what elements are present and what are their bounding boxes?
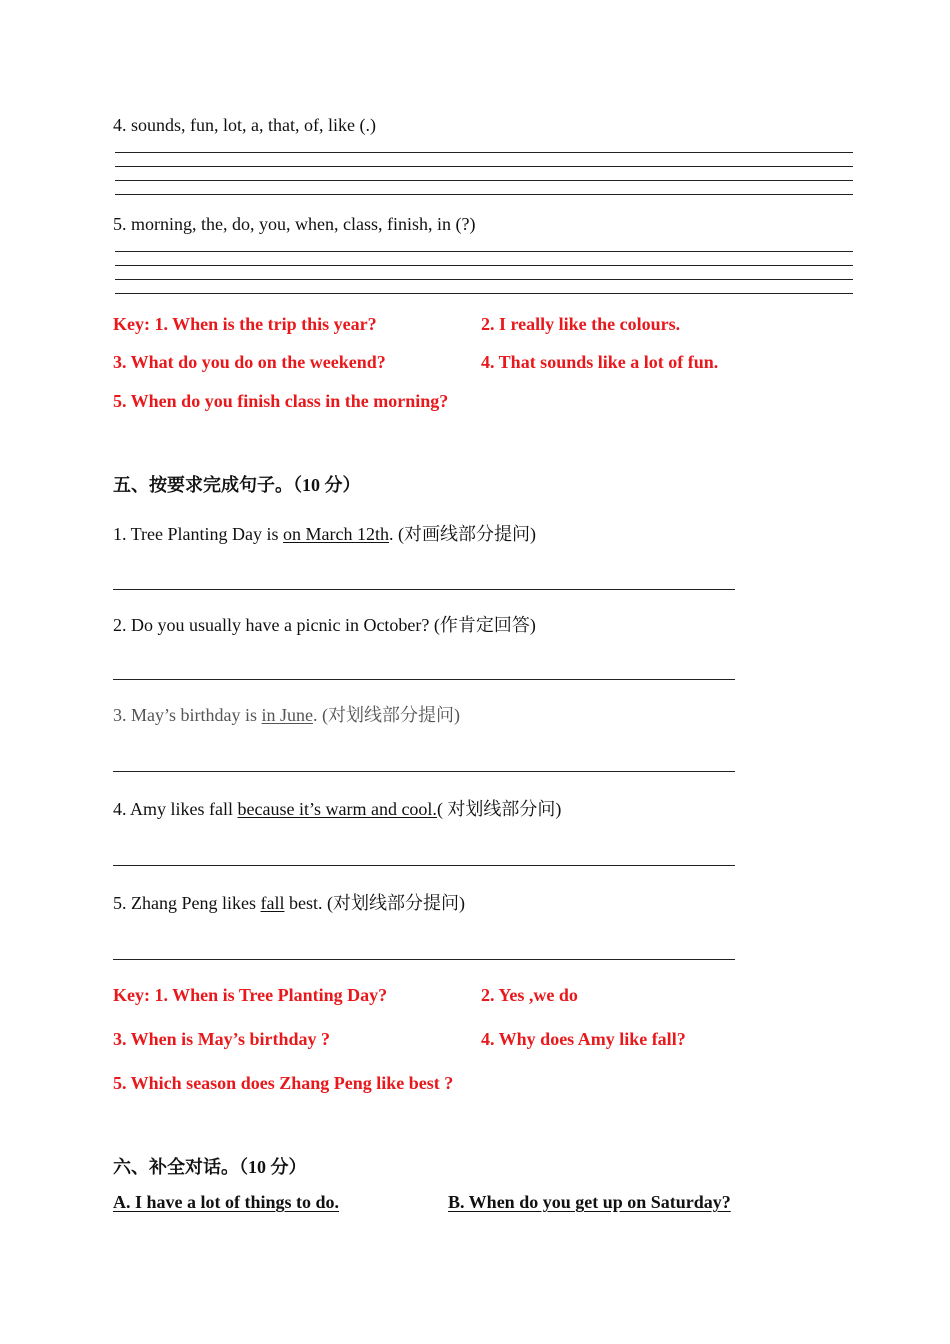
answer-key-2: 2. Yes ,we do	[481, 985, 578, 1005]
question-4-words: 4. sounds, fun, lot, a, that, of, like (.)	[113, 115, 376, 135]
question-5-words: 5. morning, the, do, you, when, class, finish, in (?)	[113, 214, 476, 234]
question-instruction: ( 对划线部分问)	[436, 799, 562, 819]
question-instruction: best. (对划线部分提问)	[284, 893, 465, 913]
section-6-heading: 六、补全对话。（10 分）	[113, 1157, 307, 1177]
section-5-heading: 五、按要求完成句子。（10 分）	[113, 475, 361, 495]
answer-line	[113, 679, 735, 680]
answer-key-1: Key: 1. When is the trip this year?	[113, 314, 377, 334]
underlined-part: because it’s warm and cool.	[237, 799, 437, 819]
question-text: 5. Zhang Peng likes	[113, 893, 261, 913]
question-instruction: . (对划线部分提问)	[313, 705, 460, 725]
question-text: 1. Tree Planting Day is	[113, 524, 284, 544]
answer-key-5: 5. Which season does Zhang Peng like best ?	[113, 1073, 454, 1093]
writing-line	[115, 293, 853, 294]
underlined-part: in June	[261, 705, 313, 725]
answer-key-3: 3. What do you do on the weekend?	[113, 352, 386, 372]
answer-key-2: 2. I really like the colours.	[481, 314, 681, 334]
writing-line	[115, 279, 853, 280]
answer-key-4: 4. Why does Amy like fall?	[481, 1029, 686, 1049]
question-text: 3. May’s birthday is	[113, 705, 262, 725]
dialogue-option-a: A. I have a lot of things to do.	[113, 1192, 340, 1212]
answer-line	[113, 865, 735, 866]
answer-line	[113, 589, 735, 590]
writing-line	[115, 166, 853, 167]
answer-key-4: 4. That sounds like a lot of fun.	[481, 352, 719, 372]
answer-line	[113, 771, 735, 772]
question-text: 4. Amy likes fall	[113, 799, 238, 819]
answer-line	[113, 959, 735, 960]
section5-question-4	[113, 798, 561, 820]
dialogue-option-b: B. When do you get up on Saturday?	[448, 1192, 731, 1212]
writing-line	[115, 251, 853, 252]
question-instruction: . (对画线部分提问)	[389, 524, 536, 544]
writing-line	[115, 180, 853, 181]
writing-line	[115, 194, 853, 195]
answer-key-3: 3. When is May’s birthday ?	[113, 1029, 331, 1049]
section5-question-3	[113, 704, 460, 726]
writing-line	[115, 265, 853, 266]
underlined-part: fall	[260, 893, 285, 913]
underlined-part: on March 12th	[283, 524, 389, 544]
section5-question-1	[113, 523, 536, 545]
writing-line	[115, 152, 853, 153]
section5-question-2: 2. Do you usually have a picnic in October? (作肯定回答)	[113, 615, 536, 635]
answer-key-5: 5. When do you finish class in the morning?	[113, 391, 449, 411]
answer-key-1: Key: 1. When is Tree Planting Day?	[113, 985, 388, 1005]
section5-question-5	[113, 892, 465, 914]
